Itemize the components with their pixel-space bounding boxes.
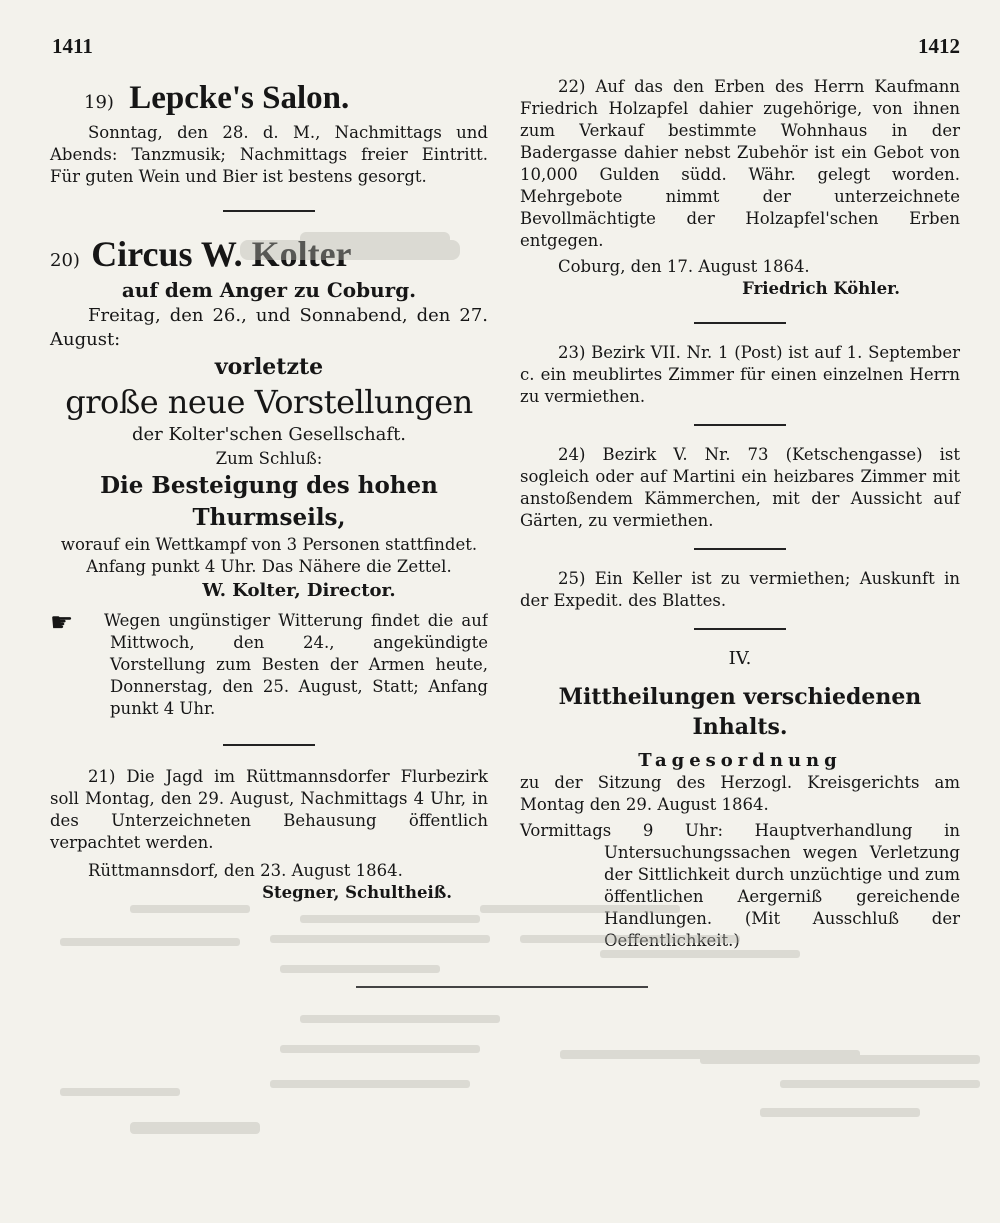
ad-subtitle: auf dem Anger zu Coburg. (121, 278, 417, 302)
agenda-text: Hauptverhandlung in Untersuchungssachen wegen Verletzung der Sittlichkeit durch unzüchtige und zum öffentlichen Aergerniß gereichende Handlungen. (Mit Ausschluß der Oeffentlichkeit.) (604, 821, 960, 950)
divider (223, 744, 315, 746)
section-iv (520, 648, 960, 952)
ad-number: 21) (88, 767, 116, 786)
ad-signature: Friedrich Köhler. (742, 279, 900, 298)
section-rule (356, 986, 648, 988)
section-heading: Mittheilungen verschiedenen Inhalts. (558, 684, 922, 740)
right-column (520, 72, 960, 952)
left-column (50, 72, 488, 904)
ad-number: 23) (558, 343, 586, 362)
ad-place-date: Rüttmannsdorf, den 23. August 1864. (88, 861, 403, 880)
ad-title: Circus W. Kolter (91, 234, 352, 274)
ad-body: Sonntag, den 28. d. M., Nachmittags und Abends: Tanzmusik; Nachmittags freier Eintritt. Für guten Wein und Bier ist bestens gesorgt. (50, 123, 488, 186)
ad-23 (520, 342, 960, 408)
ad-body: Auf das den Erben des Herrn Kaufmann Friedrich Holzapfel dahier zugehörige, von ihnen zum Verkauf bestimmte Wohnhaus in der Badergasse dahier nebst Zubehör ist ein Gebot von 10,000 Gulden südd. Währ. gelegt worden. Mehrgebote nimmt der unterzeichnete Bevollmächtigte der Holzapfel'schen Erben entgegen. (520, 77, 960, 250)
ad-signature: W. Kolter, Director. (202, 580, 396, 601)
divider (694, 424, 786, 426)
ad-body: Die Jagd im Rüttmannsdorfer Flurbezirk soll Montag, den 29. August, Nachmittags 4 Uhr, in des Unterzeichneten Behausung öffentlich verpachtet werden. (50, 767, 488, 852)
divider (694, 628, 786, 630)
ad-line-grosse: große neue Vorstellungen (65, 383, 473, 421)
ad-place-date: Coburg, den 17. August 1864. (558, 257, 810, 276)
agenda-time: Vormittags 9 Uhr: (520, 821, 724, 840)
divider (694, 322, 786, 324)
section-intro: zu der Sitzung des Herzogl. Kreisgerichts am Montag den 29. August 1864. (520, 773, 960, 814)
pointing-hand-icon: ☛ (50, 610, 74, 638)
divider (694, 548, 786, 550)
divider (223, 210, 315, 212)
ad-body: Ein Keller ist zu vermiethen; Auskunft in der Expedit. des Blattes. (520, 569, 960, 610)
ad-20 (50, 232, 488, 720)
ad-signature: Stegner, Schultheiß. (262, 883, 452, 902)
ad-number: 25) (558, 569, 586, 588)
ad-note-text: Wegen ungünstiger Witterung findet die auf Mittwoch, den 24., angekündigte Vorstellung zum Besten der Armen heute, Donnerstag, den 25. August, Statt; Anfang punkt 4 Uhr. (104, 611, 488, 718)
ad-22 (520, 76, 960, 300)
ad-number: 19) (84, 92, 114, 113)
ad-line-zum-schluss: Zum Schluß: (215, 449, 323, 468)
ad-number: 22) (558, 77, 586, 96)
ad-21 (50, 766, 488, 904)
section-tagesordnung: Tagesordnung (638, 750, 842, 771)
ad-note (50, 610, 488, 720)
section-roman: IV. (728, 648, 752, 669)
page-number-left: 1411 (52, 34, 93, 58)
ad-25 (520, 568, 960, 612)
ad-title: Lepcke's Salon. (129, 80, 350, 116)
ad-body: Bezirk VII. Nr. 1 (Post) ist auf 1. September c. ein meublirtes Zimmer für einen einzelnen Herrn zu vermiethen. (520, 343, 960, 406)
ad-number: 20) (50, 250, 80, 271)
agenda-item (520, 820, 960, 952)
ad-dates: Freitag, den 26., und Sonnabend, den 27. August: (50, 305, 488, 350)
ad-line-wettkampf: worauf ein Wettkampf von 3 Personen stattfindet. (60, 535, 478, 554)
ad-number: 24) (558, 445, 586, 464)
ad-body: Bezirk V. Nr. 73 (Ketschengasse) ist sogleich oder auf Martini ein heizbares Zimmer mit anstoßendem Kämmerchen, mit der Aussicht auf Gärten, zu vermiethen. (520, 445, 960, 530)
ad-line-gesellschaft: der Kolter'schen Gesellschaft. (131, 424, 407, 445)
ad-line-vorletzte: vorletzte (214, 354, 324, 380)
ad-line-anfang: Anfang punkt 4 Uhr. Das Nähere die Zettel. (86, 557, 452, 576)
ad-24 (520, 444, 960, 532)
page-number-right: 1412 (918, 34, 960, 58)
ad-line-besteigung: Die Besteigung des hohen Thurmseils, (100, 472, 438, 531)
ad-19 (50, 78, 488, 188)
